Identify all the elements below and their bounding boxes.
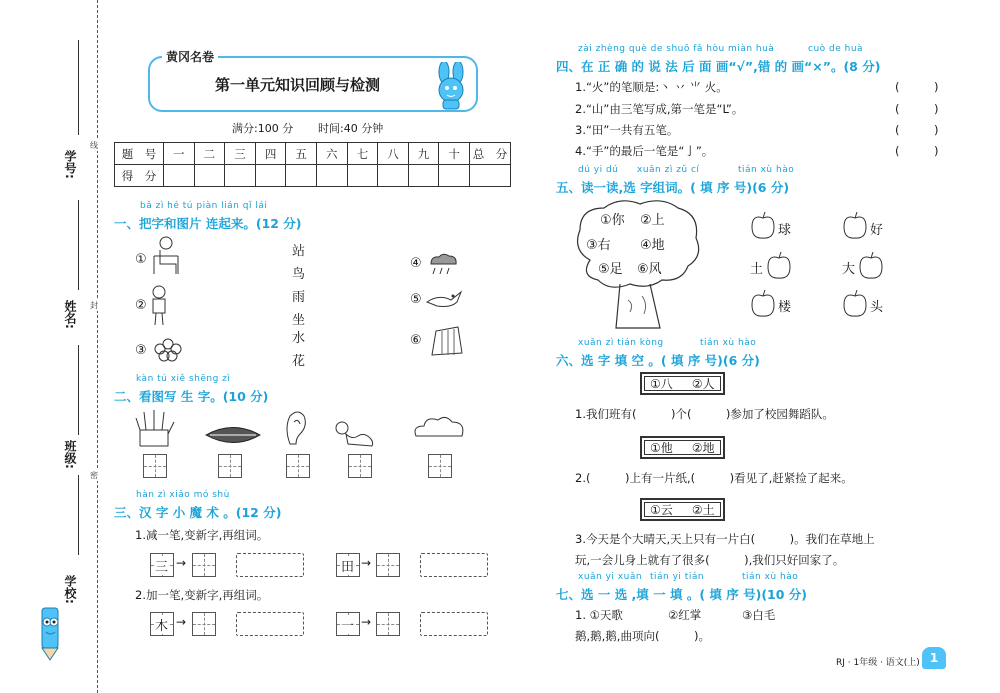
- s6-q3-line-1: 3.今天是个大晴天,天上只有一片白( )。我们在草地上: [575, 532, 875, 546]
- mouth-icon: [204, 424, 262, 446]
- s1-word-6: 花: [292, 354, 306, 369]
- standing-boy-icon: [148, 285, 170, 327]
- footer-label: RJ · 1年级 · 语文(上): [836, 658, 920, 668]
- s1-num-1: ①: [135, 252, 147, 267]
- s7-opt-1: 1. ①天歌: [575, 608, 623, 622]
- brand-text: 黄冈名卷: [166, 50, 215, 64]
- score-cell: 得 分: [115, 165, 164, 187]
- score-cell: 二: [194, 143, 225, 165]
- score-cell: 七: [347, 143, 378, 165]
- s6-pinyin-2: tián xù hào: [700, 338, 757, 348]
- score-cell: 九: [408, 143, 439, 165]
- tree-char-6: ⑥风: [637, 262, 662, 277]
- s3-source-char: 三: [155, 556, 168, 575]
- s3-word-box[interactable]: [420, 553, 488, 577]
- page-title: 第一单元知识回顾与检测: [215, 76, 381, 94]
- s6-q2: 2.( )上有一片纸,( )看见了,赶紧捡了起来。: [575, 471, 853, 485]
- s2-write-box[interactable]: [218, 454, 242, 478]
- s4-item-3: 3.“田”一共有五笔。: [575, 123, 679, 137]
- full-score: 满分:100 分: [232, 122, 294, 135]
- line-mark: 线: [90, 141, 98, 150]
- s2-write-box[interactable]: [143, 454, 167, 478]
- s1-word-5: 水: [292, 331, 306, 346]
- score-input[interactable]: [347, 165, 378, 187]
- s6-opt: ②人: [691, 377, 715, 391]
- brand-logo: [162, 48, 218, 65]
- s5-pinyin-2: xuǎn zì zǔ cí: [637, 165, 700, 175]
- s4-answer-3[interactable]: ( ): [895, 123, 939, 137]
- s2-write-box[interactable]: [348, 454, 372, 478]
- s4-answer-4[interactable]: ( ): [895, 144, 939, 158]
- s3-new-char-box[interactable]: [376, 553, 400, 577]
- school-label: 学校:: [63, 575, 77, 604]
- s5-pinyin-3: tián xù hào: [738, 165, 795, 175]
- binding-fill-line-1: [78, 40, 79, 135]
- score-table: [114, 142, 511, 187]
- s3-source-char-box: [150, 553, 174, 577]
- score-cell: 总 分: [470, 143, 511, 165]
- s3-new-char-box[interactable]: [376, 612, 400, 636]
- s1-word-4: 坐: [292, 313, 306, 328]
- score-input[interactable]: [164, 165, 195, 187]
- sitting-girl-icon: [150, 236, 182, 276]
- s3-word-box[interactable]: [236, 553, 304, 577]
- secret-mark: 密: [90, 471, 98, 480]
- s3-new-char-box[interactable]: [192, 612, 216, 636]
- s5-pinyin-1: dú yi dú: [578, 165, 619, 175]
- name-label: 姓名:: [63, 300, 77, 329]
- s3-word-box[interactable]: [420, 612, 488, 636]
- arrow-icon: →: [361, 556, 372, 570]
- s1-word-1: 站: [292, 244, 306, 259]
- waterfall-icon: [428, 325, 466, 357]
- apple-icon[interactable]: [842, 290, 868, 318]
- score-input[interactable]: [225, 165, 256, 187]
- score-cell: 十: [439, 143, 470, 165]
- binding-fill-line-3: [78, 345, 79, 435]
- score-cell: 四: [255, 143, 286, 165]
- tree-char-4: ④地: [640, 238, 665, 253]
- time-limit: 时间:40 分钟: [318, 122, 384, 135]
- s4-answer-1[interactable]: ( ): [895, 80, 939, 94]
- s6-q1: 1.我们班有( )个( )参加了校园舞蹈队。: [575, 407, 834, 421]
- score-input[interactable]: [408, 165, 439, 187]
- s7-pinyin-3: tián xù hào: [742, 572, 799, 582]
- arrow-icon: →: [361, 615, 372, 629]
- rain-cloud-icon: [425, 252, 461, 278]
- s7-opt-2: ②红掌: [668, 608, 702, 622]
- s1-num-2: ②: [135, 298, 147, 313]
- s2-pinyin: kàn tú xiě shēng zì: [136, 374, 231, 384]
- tree-char-1: ①你: [600, 213, 625, 228]
- bird-icon: [425, 286, 465, 310]
- arrow-icon: →: [176, 556, 187, 570]
- s6-options-2: [640, 436, 725, 459]
- pencil-mascot-icon: [30, 600, 70, 662]
- cloud-icon: [410, 414, 470, 446]
- s3-q1: 1.减一笔,变新字,再组词。: [135, 528, 269, 542]
- student-id-label: 学号:: [63, 150, 77, 179]
- score-table-score-row: [115, 165, 511, 187]
- apple-icon[interactable]: [858, 252, 884, 280]
- s7-pinyin-1: xuǎn yi xuǎn: [578, 572, 643, 582]
- s4-item-2: 2.“山”由三笔写成,第一笔是“L”。: [575, 102, 744, 116]
- hand-icon: [132, 408, 178, 448]
- tree-char-2: ②上: [640, 213, 665, 228]
- score-input[interactable]: [194, 165, 225, 187]
- s4-pinyin-1: zài zhèng què de shuō fǎ hòu miàn huà: [578, 44, 775, 54]
- s3-source-char: 一: [341, 615, 354, 634]
- s3-new-char-box[interactable]: [192, 553, 216, 577]
- bunny-mascot-icon: [428, 62, 474, 110]
- s1-title: 一、把字和图片 连起来。(12 分): [114, 216, 302, 231]
- s2-write-box[interactable]: [286, 454, 310, 478]
- s1-num-3: ③: [135, 343, 147, 358]
- score-cell: 一: [164, 143, 195, 165]
- s2-write-box[interactable]: [428, 454, 452, 478]
- tree-char-5: ⑤足: [598, 262, 623, 277]
- s1-pinyin: bǎ zì hé tú piàn lián qǐ lái: [140, 201, 268, 211]
- score-input[interactable]: [286, 165, 317, 187]
- s1-num-6: ⑥: [410, 333, 422, 348]
- apple-icon[interactable]: [842, 212, 868, 240]
- s3-source-char-box: [336, 612, 360, 636]
- s1-num-4: ④: [410, 256, 422, 271]
- s3-pinyin: hàn zì xiǎo mó shù: [136, 490, 230, 500]
- flower-icon: [150, 336, 186, 362]
- tree-char-3: ③右: [586, 238, 611, 253]
- score-input[interactable]: [470, 165, 511, 187]
- s4-item-4: 4.“手”的最后一笔是“亅”。: [575, 144, 714, 158]
- s3-source-char-box: [336, 553, 360, 577]
- s5-word-1: 球: [778, 223, 792, 238]
- score-input[interactable]: [316, 165, 347, 187]
- page-number: 1: [929, 651, 939, 665]
- score-cell: 八: [378, 143, 409, 165]
- s4-item-1: 1.“火”的笔顺是:丶 丷 ⺌ 火。: [575, 80, 728, 94]
- s6-opt: ①云: [650, 503, 673, 517]
- s4-pinyin-2: cuò de huà: [808, 44, 864, 54]
- s6-opt: ②土: [691, 503, 715, 517]
- score-input[interactable]: [378, 165, 409, 187]
- s1-word-3: 雨: [292, 290, 306, 305]
- s1-num-5: ⑤: [410, 292, 422, 307]
- s6-pinyin-1: xuǎn zì tián kòng: [578, 338, 664, 348]
- arrow-icon: →: [176, 615, 187, 629]
- s5-word-2: 好: [870, 223, 884, 238]
- s7-opt-3: ③白毛: [742, 608, 776, 622]
- s7-title: 七、选 一 选 ,填 一 填 。( 填 序 号)(10 分): [556, 587, 808, 602]
- score-cell: 五: [286, 143, 317, 165]
- seal-mark: 封: [90, 301, 98, 310]
- score-table-header-row: [115, 143, 511, 165]
- s5-word-4: 大: [842, 262, 856, 277]
- s7-pinyin-2: tián yi tián: [650, 572, 705, 582]
- s3-word-box[interactable]: [236, 612, 304, 636]
- binding-fill-line-2: [78, 200, 79, 290]
- s7-question: 鹅,鹅,鹅,曲项向( )。: [575, 629, 710, 643]
- s6-options-1: [640, 372, 725, 395]
- s1-word-2: 鸟: [292, 267, 306, 282]
- apple-icon[interactable]: [750, 212, 776, 240]
- score-input[interactable]: [439, 165, 470, 187]
- s6-q3-line-2: 玩,一会儿身上就有了很多( ),我们只好回家了。: [575, 553, 845, 567]
- s4-title: 四、在 正 确 的 说 法 后 面 画“√”,错 的 画“×”。(8 分): [556, 59, 881, 74]
- s6-title: 六、选 字 填 空 。( 填 序 号)(6 分): [556, 353, 760, 368]
- apple-icon[interactable]: [766, 252, 792, 280]
- score-cell: 三: [225, 143, 256, 165]
- binding-fill-line-4: [78, 475, 79, 555]
- binding-dashed-line: [97, 0, 98, 693]
- score-cell: 题 号: [115, 143, 164, 165]
- s3-source-char-box: [150, 612, 174, 636]
- s6-opt: ①八: [650, 377, 673, 391]
- apple-icon[interactable]: [750, 290, 776, 318]
- s5-word-6: 头: [870, 300, 884, 315]
- ear-icon: [282, 408, 310, 448]
- s3-q2: 2.加一笔,变新字,再组词。: [135, 588, 269, 602]
- score-cell: 六: [316, 143, 347, 165]
- s5-word-5: 楼: [778, 300, 792, 315]
- s5-word-3: 土: [750, 262, 764, 277]
- class-label: 班级:: [63, 440, 77, 469]
- s5-title: 五、读一读,选 字组词。( 填 序 号)(6 分): [556, 180, 790, 195]
- s4-answer-2[interactable]: ( ): [895, 102, 939, 116]
- s6-opt: ①他: [650, 441, 673, 455]
- s6-options-3: [640, 498, 725, 521]
- s6-opt: ②地: [691, 441, 715, 455]
- s3-title: 三、汉 字 小 魔 术 。(12 分): [114, 505, 282, 520]
- worm-icon: [334, 418, 376, 448]
- s3-source-char: 木: [155, 615, 168, 634]
- s2-title: 二、看图写 生 字。(10 分): [114, 389, 269, 404]
- score-input[interactable]: [255, 165, 286, 187]
- s3-source-char: 田: [341, 556, 354, 575]
- page-number-badge: [922, 647, 946, 669]
